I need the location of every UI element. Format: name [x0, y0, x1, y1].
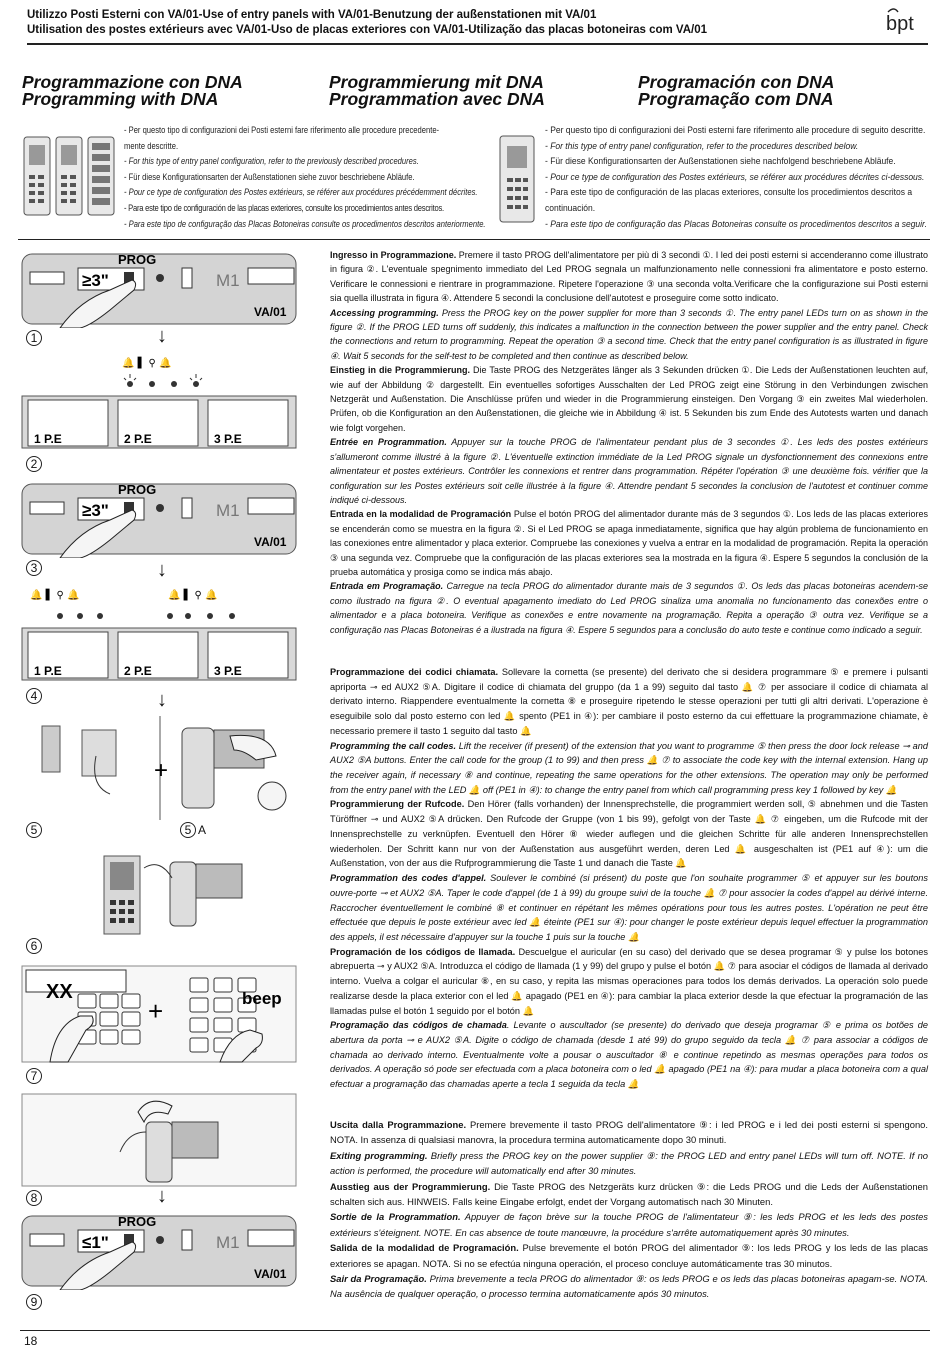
svg-text:bpt: bpt — [886, 13, 914, 35]
figure-8-hang-up — [20, 1092, 298, 1188]
text-block-exit-programming: Uscita dalla Programmazione. Premere brevemente il tasto PROG dell'alimentatore ⑨: i led PROG e i led dei posti esterni si spengono. NOTA. In assenza di qualsiasi manovra, la procedura termina automaticamente dopo 30 minuti. Exiting programming. Briefly press the PROG key on the power supplier ⑨: the PROG LED and entry panel LEDs will turn off. NOTE. If no action is performed, the procedure will automatically end after 30 minutes. Ausstieg aus der Programmierung. Die Taste PROG des Netzgeräts kurz drücken ⑨: die Leds PROG und die Leds der Außenstationen schalten sich aus. HINWEIS. Falls keine Eingabe erfolgt, endet der Vorgang automatisch nach 30 Minuten. Sortie de la Programmation. Appuyer de façon brève sur la touche PROG de l'alimentateur ⑨: les leds PROG et les leds des postes extérieurs s'éteignent. NOTE. En cas absence de toute manœuvre, la procédure s'arrête automatiquement après 30 minutes. Salida de la modalidad de Programación. Pulse brevemente el botón PROG del alimentador ⑨: los leds PROG y los leds de las placas exteriores se apagan. NOTA. Si no se efectúa ninguna operación, el proceso concluye automáticamente tras 30 minutos. Sair da Programação. Prima brevemente a tecla PROG do alimentador ⑨: os leds PROG e os leds das placas botoneiras apagam-se. NOTA. Na ausência de qualquer operação, o processo termina automaticamente após 30 minutos. — [330, 1119, 929, 1300]
footer-rule — [20, 1330, 930, 1331]
figure-4-entry-panels-leds — [20, 584, 298, 684]
header-rule — [27, 43, 928, 45]
figure-2-entry-panels-leds — [20, 352, 298, 452]
section-title-de-fr: Programmierung mit DNA Programmation avec DNA — [329, 72, 545, 109]
svg-text:≥3": ≥3" — [82, 501, 109, 520]
figure-1-power-supplier — [20, 250, 298, 328]
header-line-2: Utilisation des postes extérieurs avec VA/01-Uso de placas exteriores con VA/01-Utilização das placas botoneiras com VA/01 — [27, 24, 708, 36]
svg-text:≥3": ≥3" — [82, 271, 109, 290]
bpt-logo — [880, 4, 928, 38]
arrow-down-icon: ↓ — [157, 559, 167, 581]
figure-6-handset-panel — [20, 848, 298, 936]
section-title-it-en: Programmazione con DNA Programming with DNA — [22, 72, 243, 109]
page-number: 18 — [24, 1334, 38, 1348]
intro-left-text: - Per questo tipo di configurazioni dei Posti esterni fare riferimento alle procedure precedente- mente descritte. - For this type of entry panel configuration, refer to the previously described procedures. - Für diese Konfigurationsarten der Außenstationen siehe zuvor beschriebene Abläufe. - Pour ce type de configuration des Postes extérieurs, se référer aux procédures précédemment décrites. - Para este tipo de configuración de las placas exteriores, consulte los procedimientos antes descritos. - Para este tipo de configuração das Placas Botoneiras consulte os procedimentos descritos anteriormente. — [124, 125, 486, 230]
svg-text:beep: beep — [242, 989, 282, 1008]
svg-text:3 P.E: 3 P.E — [214, 664, 242, 678]
arrow-down-icon: ↓ — [157, 325, 167, 347]
svg-text:1 P.E: 1 P.E — [34, 664, 62, 678]
svg-text:PROG: PROG — [118, 1214, 157, 1229]
figure-number-5: 5 — [26, 822, 42, 838]
svg-text:+: + — [154, 757, 169, 784]
svg-text:🔔 ▌ ⚲ 🔔: 🔔 ▌ ⚲ 🔔 — [122, 358, 172, 369]
figure-number-5a: 5 — [180, 822, 196, 838]
page-header — [27, 8, 867, 38]
svg-text:2 P.E: 2 P.E — [124, 664, 152, 678]
text-block-call-codes: Programmazione dei codici chiamata. Sollevare la cornetta (se presente) del derivato che si desidera programmare ⑤ e premere i pulsanti apriporta ⊸ ed AUX2 ⑤A. Digitare il codice di chiamata del gruppo (da 1 a 99) seguito dal tasto 🔔 ⑦ per associare il codice di chiamata al derivato interno. Riappendere eventualmente la cornetta ⑧ e proseguire ripetendo le stesse operazioni per tutti gli altri derivati. L'operazione è eseguibile solo dal posto esterno con led 🔔 spento (PE1 in ④): per cambiare il posto esterno da cui effettuare la programmazione chiamate, è necessario premere il tasto 1 seguito dal tasto 🔔 Programming the call codes. Lift the receiver (if present) of the extension that you want to programme ⑤ then press the door lock release ⊸ and AUX2 ⑤A buttons. Enter the call code for the group (1 to 99) and then press 🔔 ⑦ to associate the code key with the internal extension. Hang up the receiver again, if necessary ⑧ and continue, repeating the same operations for the other extensions. The operation may only be performed from the entry panel with the LED 🔔 off (PE1 in ④): to change the entry panel from which call programming press key 1 followed by key 🔔 Programmierung der Rufcode. Den Hörer (falls vorhanden) der Innensprechstelle, die programmiert werden soll, ⑤ abnehmen und die Tasten Türöffner ⊸ und AUX2 ⑤A drücken. Den Rufcode der Gruppe (von 1 bis 99), gefolgt von der Taste 🔔 ⑦ eingeben, um die Rufcode mit der Innensprechstelle zu verknüpfen. Eventuell den Hörer ⑧ wieder auflegen und die gleichen Schritte für alle anderen Innensprechstellen wiederholen. Der Schritt kann nur von der Außenstation aus ausgeführt werden, deren Led 🔔 ausgeschalten ist (PE1 auf ④): um die Außenstation, von der aus die Rufprogrammierung die Taste 1 und danach die Taste 🔔 Programmation des codes d'appel. Soulever le combiné (si présent) du poste que l'on souhaite programmer ⑤ et appuyer sur les boutons ouvre-porte ⊸ et AUX2 ⑤A. Taper le code d'appel (de 1 à 99) du groupe suivi de la touche 🔔 ⑦ pour associer la codes d'appel au dérivé interne. Raccrocher éventuellement le combiné ⑧ et continuer en répétant les mêmes opérations pour tous les autres postes. L'opération ne peut être effectuée que depuis le poste extérieur avec led 🔔 éteinte (PE1 sur ④): pour changer le poste extérieur depuis lequel effectuer la programmation des appels, il est nécessaire d'appuyer sur la touche 1 puis sur la touche 🔔 Programación de los códigos de llamada. Descuelgue el auricular (en su caso) del derivado que se desea programar ⑤ y pulse los botones abrepuerta ⊸ y AUX2 ⑤A. Introduzca el código de llamada (1 y 99) del grupo y pulse el botón 🔔 ⑦ para asociar el códigos de llamada al derivado interno. Vuelva a colgar el auricular ⑧, en su caso, y repita las mismas operaciones para todos los demás derivados. La operación solo puede realizarse desde la placa exterior con el led 🔔 apagado (PE1 en ④): para cambiar la placa exterior desde la que efectuar la programación de las llamadas pulse el botón 1 seguido por el botón 🔔 Programação das códigos de chamada. Levante o auscultador (se presente) do derivado que deseja programar ⑤ e prima os botões de abertura da porta ⊸ e AUX2 ⑤A. Digite o código de chamada (desde 1 até 99) do grupo seguido da tecla 🔔 ⑦ para associar a códigos de chamada ao derivado interno. Eventualmente volte a pousar o auscultador ⑧ e continue repetindo as mesmas operações para todos os derivados. A operação só pode ser efectuada com a placa botoneira com o led 🔔 apagado (PE1 na ④): para mudar a placa botoneira com a qual efectuar a programação das chamadas aperte a tecla 1 seguida da tecla 🔔 — [330, 667, 928, 1090]
svg-text:PROG: PROG — [118, 252, 157, 267]
figure-number-3: 3 — [26, 560, 42, 576]
svg-text:XX: XX — [46, 981, 73, 1003]
svg-text:2 P.E: 2 P.E — [124, 432, 152, 446]
figure-number-7: 7 — [26, 1068, 42, 1084]
figure-7-keypad — [20, 964, 298, 1064]
header-line-1: Utilizzo Posti Esterni con VA/01-Use of entry panels with VA/01-Benutzung der außenstationen mit VA/01 — [27, 9, 597, 21]
arrow-down-icon: ↓ — [157, 689, 167, 711]
figure-number-1: 1 — [26, 330, 42, 346]
svg-text:🔔 ▌ ⚲ 🔔: 🔔 ▌ ⚲ 🔔 — [30, 590, 80, 601]
figure-number-8: 8 — [26, 1190, 42, 1206]
arrow-down-icon: ↓ — [157, 1185, 167, 1207]
svg-text:3 P.E: 3 P.E — [214, 432, 242, 446]
svg-text:+: + — [148, 996, 164, 1026]
figure-number-2: 2 — [26, 456, 42, 472]
svg-text:PROG: PROG — [118, 482, 157, 497]
figure-3-power-supplier — [20, 480, 298, 558]
figure-5-handset — [20, 716, 298, 820]
svg-text:M1: M1 — [216, 501, 240, 520]
figure-number-4: 4 — [26, 688, 42, 704]
svg-text:1 P.E: 1 P.E — [34, 432, 62, 446]
intro-right-text: - Per questo tipo di configurazioni dei Posti esterni fare riferimento alle procedure di seguito descritte. - For this type of entry panel configuration, refer to the procedures described below. - Für diese Konfigurationsarten der Außenstationen siehe nachfolgend beschriebene Abläufe. - Pour ce type de configuration des Postes extérieurs, se référer aux procédures décrites ci-dessous. - Para este tipo de configuración de las placas exteriores, consulte los procedimientos descritos a continuación. - Para este tipo de configuração das Placas Botoneiras consulte os procedimentos descritos a seguir. — [545, 125, 927, 230]
svg-text:≤1": ≤1" — [82, 1233, 109, 1252]
figure-number-6: 6 — [26, 938, 42, 954]
svg-text:M1: M1 — [216, 271, 240, 290]
svg-text:VA/01: VA/01 — [254, 305, 287, 319]
entry-panels-illustration — [22, 135, 118, 217]
figure-5a-suffix: A — [198, 823, 207, 837]
svg-text:VA/01: VA/01 — [254, 535, 287, 549]
single-entry-panel-illustration — [498, 134, 538, 226]
svg-text:M1: M1 — [216, 1233, 240, 1252]
section-title-es-pt: Programación con DNA Programação com DNA — [638, 72, 835, 109]
svg-text:VA/01: VA/01 — [254, 1267, 287, 1281]
section-divider — [18, 239, 930, 240]
figure-9-power-supplier — [20, 1212, 298, 1290]
figure-number-9: 9 — [26, 1294, 42, 1310]
text-block-enter-programming: Ingresso in Programmazione. Premere il tasto PROG dell'alimentatore per più di 3 secondi ①. I led dei posti esterni si accenderanno come illustrato in figura ②. L'eventuale spegnimento immediato del Led PROG segnala un malfunzionamento nelle connessioni fra alimentatore e posto esterno. Verificare le connessioni e rientrare in programmazione. Ripetere l'operazione ③ una seconda volta.Verificare che la configurazione sui Posti esterni sia quella illustrata in figura ④. Attendere 5 secondi la conclusione dell'autotest e proseguire come sotto indicato. Accessing programming. Press the PROG key on the power supplier for more than 3 seconds ①. The entry panel LEDs turn on as shown in the figure ②. If the PROG LED turns off suddenly, this indicates a malfunction in the connection between the power supplier and the entry panel. Check the connections and return to programming. Repeat the operation ③ a second time. Check that the entry panel configuration is as illustrated in figure ④. Wait 5 seconds for the self-test to be completed and then continue as described below. Einstieg in die Programmierung. Die Taste PROG des Netzgerätes länger als 3 Sekunden drücken ①. Die Leds der Außenstationen leuchten auf, wie auf der Abbildung ② dargestellt. Ein eventuelles sofortiges Ausschalten der Led PROG zeigt eine Störung in den Verbindungen zwischen Netzgerät und Außenstation. Die Anschlüsse prüfen und wieder in die Programmierung einsteigen. Den Vorgang ③ ein zweites Mal wiederholen. Prüfen, ob die Konfiguration an den Außenstationen, die gleiche wie in Abbildung ④ ist. 5 Sekunden bis zum Ende des Autotests warten und danach wie folgt vorgehen. Entrée en Programmation. Appuyer sur la touche PROG de l'alimentateur pendant plus de 3 secondes ①. Les leds des postes extérieurs s'allumeront comme illustré à la figure ②. L'éventuelle extinction immédiate de la Led PROG signale un dysfonctionnement des connexions entre alimentateur et postes extérieurs. Contrôler les connexions et rentrer dans programmation. Répéter l'opération ③ une deuxième fois. vérifier que la configuration sur les Postes extérieurs soit celle illustrée à la figure ④. Attendre pendant 5 secondes la conclusion de l'autotest et continuer comme indiqué ci-dessous. Entrada en la modalidad de Programación Pulse el botón PROG del alimentador durante más de 3 segundos ①. Los leds de las placas exteriores se encenderán como se muestra en la figura ②. Si el Led PROG se apaga inmediatamente, significa que hay algún problema de funcionamiento en las conexiones entre alimentador y placa exterior. Compruebe las conexiones y vuelva a entrar en la modalidad de programación. Repita la operación ③ una segunda vez. Compruebe que la configuración de las placas exteriores sea la mostrada en la figura ④. Espere 5 segundos la conclusión de la prueba automática y prosiga como se indica más abajo. Entrada em Programação. Carregue na tecla PROG do alimentador durante mais de 3 segundos ①. Os leds das placas botoneiras acendem-se como ilustrado na figura ②. O eventual apagamento imediato do Led PROG sinaliza uma anomalia no funcionamento das conexões entre o alimentador e a placa botoneira. Verifique as conexões e entre novamente na programação. Repita a operação ③ outra vez. Verifique se a configuração nas Placas Botoneiras é a ilustrada na figura ④. Espere 5 segundos para a conclusão do auto teste e continue como indicado a seguir. — [330, 250, 929, 635]
svg-text:🔔 ▌ ⚲ 🔔: 🔔 ▌ ⚲ 🔔 — [168, 590, 218, 601]
